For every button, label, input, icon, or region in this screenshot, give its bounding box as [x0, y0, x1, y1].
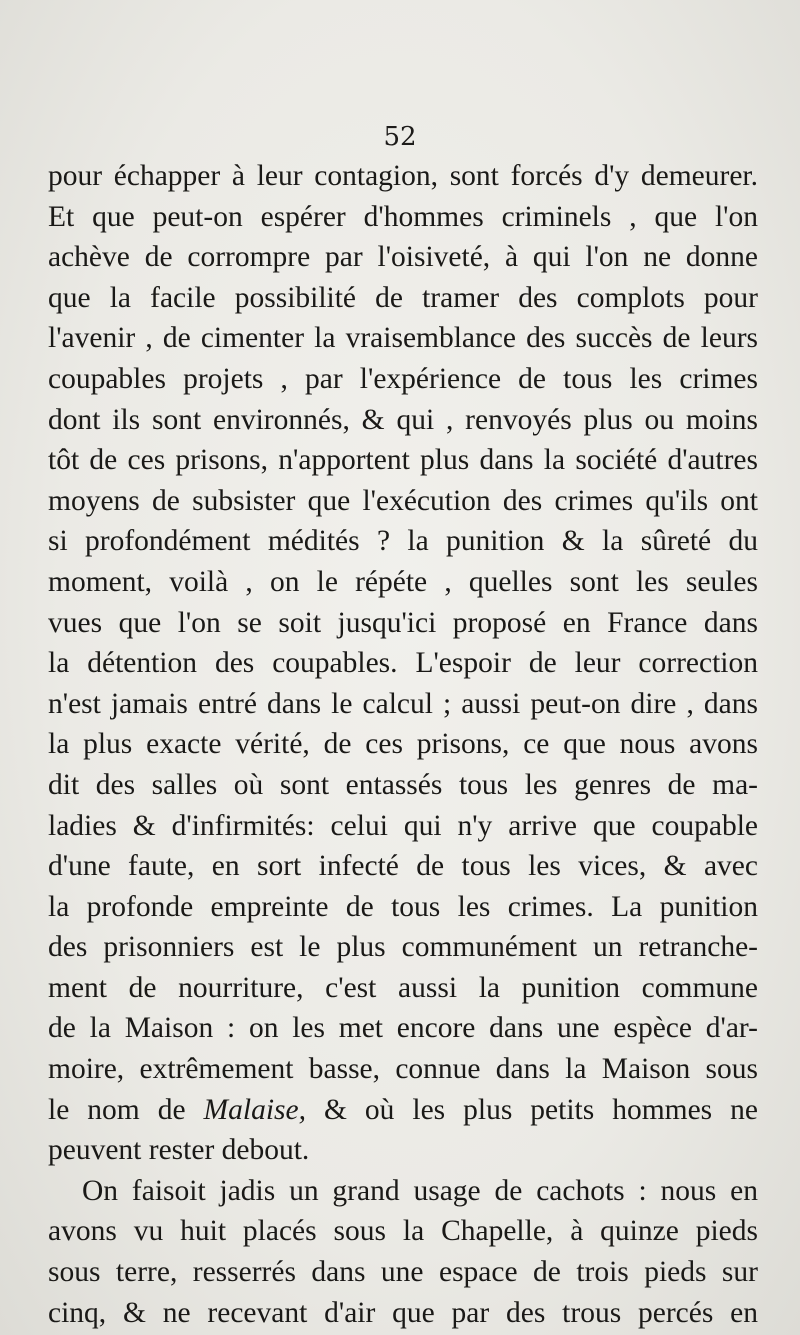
text-line: avons vu huit placés sous la Chapelle, à quinze pieds — [48, 1215, 758, 1248]
text-line: pour échapper à leur contagion, sont forcés d'y demeurer. — [48, 160, 758, 192]
text-line: On faisoit jadis un grand usage de cachots : nous en — [82, 1174, 758, 1207]
text-segment: & où les plus petits hommes ne — [305, 1093, 758, 1126]
text-line: dit des salles où sont entassés tous les genres de ma- — [48, 768, 758, 801]
text-line: l'avenir , de cimenter la vraisemblance des succès de leurs — [48, 322, 758, 355]
text-line: que la facile possibilité de tramer des complots pour — [48, 281, 758, 314]
text-line: coupables projets , par l'expérience de tous les crimes — [48, 362, 758, 395]
text-line: ladies & d'infirmités: celui qui n'y arrive que coupable — [48, 809, 758, 842]
body-text — [48, 156, 758, 1333]
text-line: cinq, & ne recevant d'air que par des trous percés en — [48, 1296, 758, 1329]
text-line: peuvent rester debout. — [48, 1134, 310, 1167]
text-line: la profonde empreinte de tous les crimes. La punition — [48, 890, 758, 923]
text-line: n'est jamais entré dans le calcul ; aussi peut-on dire , dans — [48, 687, 758, 720]
text-segment: le nom de — [48, 1093, 204, 1126]
text-line: moire, extrêmement basse, connue dans la Maison sous — [48, 1053, 758, 1086]
text-line: d'une faute, en sort infecté de tous les vices, & avec — [48, 850, 758, 883]
text-line: ment de nourriture, c'est aussi la punition commune — [48, 971, 758, 1004]
text-line: de la Maison : on les met encore dans une espèce d'ar- — [48, 1012, 758, 1045]
text-line: tôt de ces prisons, n'apportent plus dans la société d'autres — [48, 444, 758, 477]
text-line: moyens de subsister que l'exécution des crimes qu'ils ont — [48, 484, 758, 517]
text-line: moment, voilà , on le répéte , quelles sont les seules — [48, 565, 758, 598]
text-line: la détention des coupables. L'espoir de leur correction — [48, 647, 758, 680]
text-line: dont ils sont environnés, & qui , renvoyés plus ou moins — [48, 403, 758, 436]
text-line: vues que l'on se soit jusqu'ici proposé en France dans — [48, 606, 758, 639]
text-line — [48, 1090, 758, 1131]
italic-term: Malaise, — [203, 1093, 306, 1126]
text-line: achève de corrompre par l'oisiveté, à qui l'on ne donne — [48, 241, 758, 274]
text-line: si profondément médités ? la punition & la sûreté du — [48, 525, 758, 558]
page-number: 52 — [383, 122, 417, 152]
text-line: sous terre, resserrés dans une espace de trois pieds sur — [48, 1256, 758, 1289]
text-line: Et que peut-on espérer d'hommes criminels , que l'on — [48, 200, 758, 233]
text-line: des prisonniers est le plus communément un retranche- — [48, 931, 758, 964]
text-line: la plus exacte vérité, de ces prisons, ce que nous avons — [48, 728, 758, 761]
